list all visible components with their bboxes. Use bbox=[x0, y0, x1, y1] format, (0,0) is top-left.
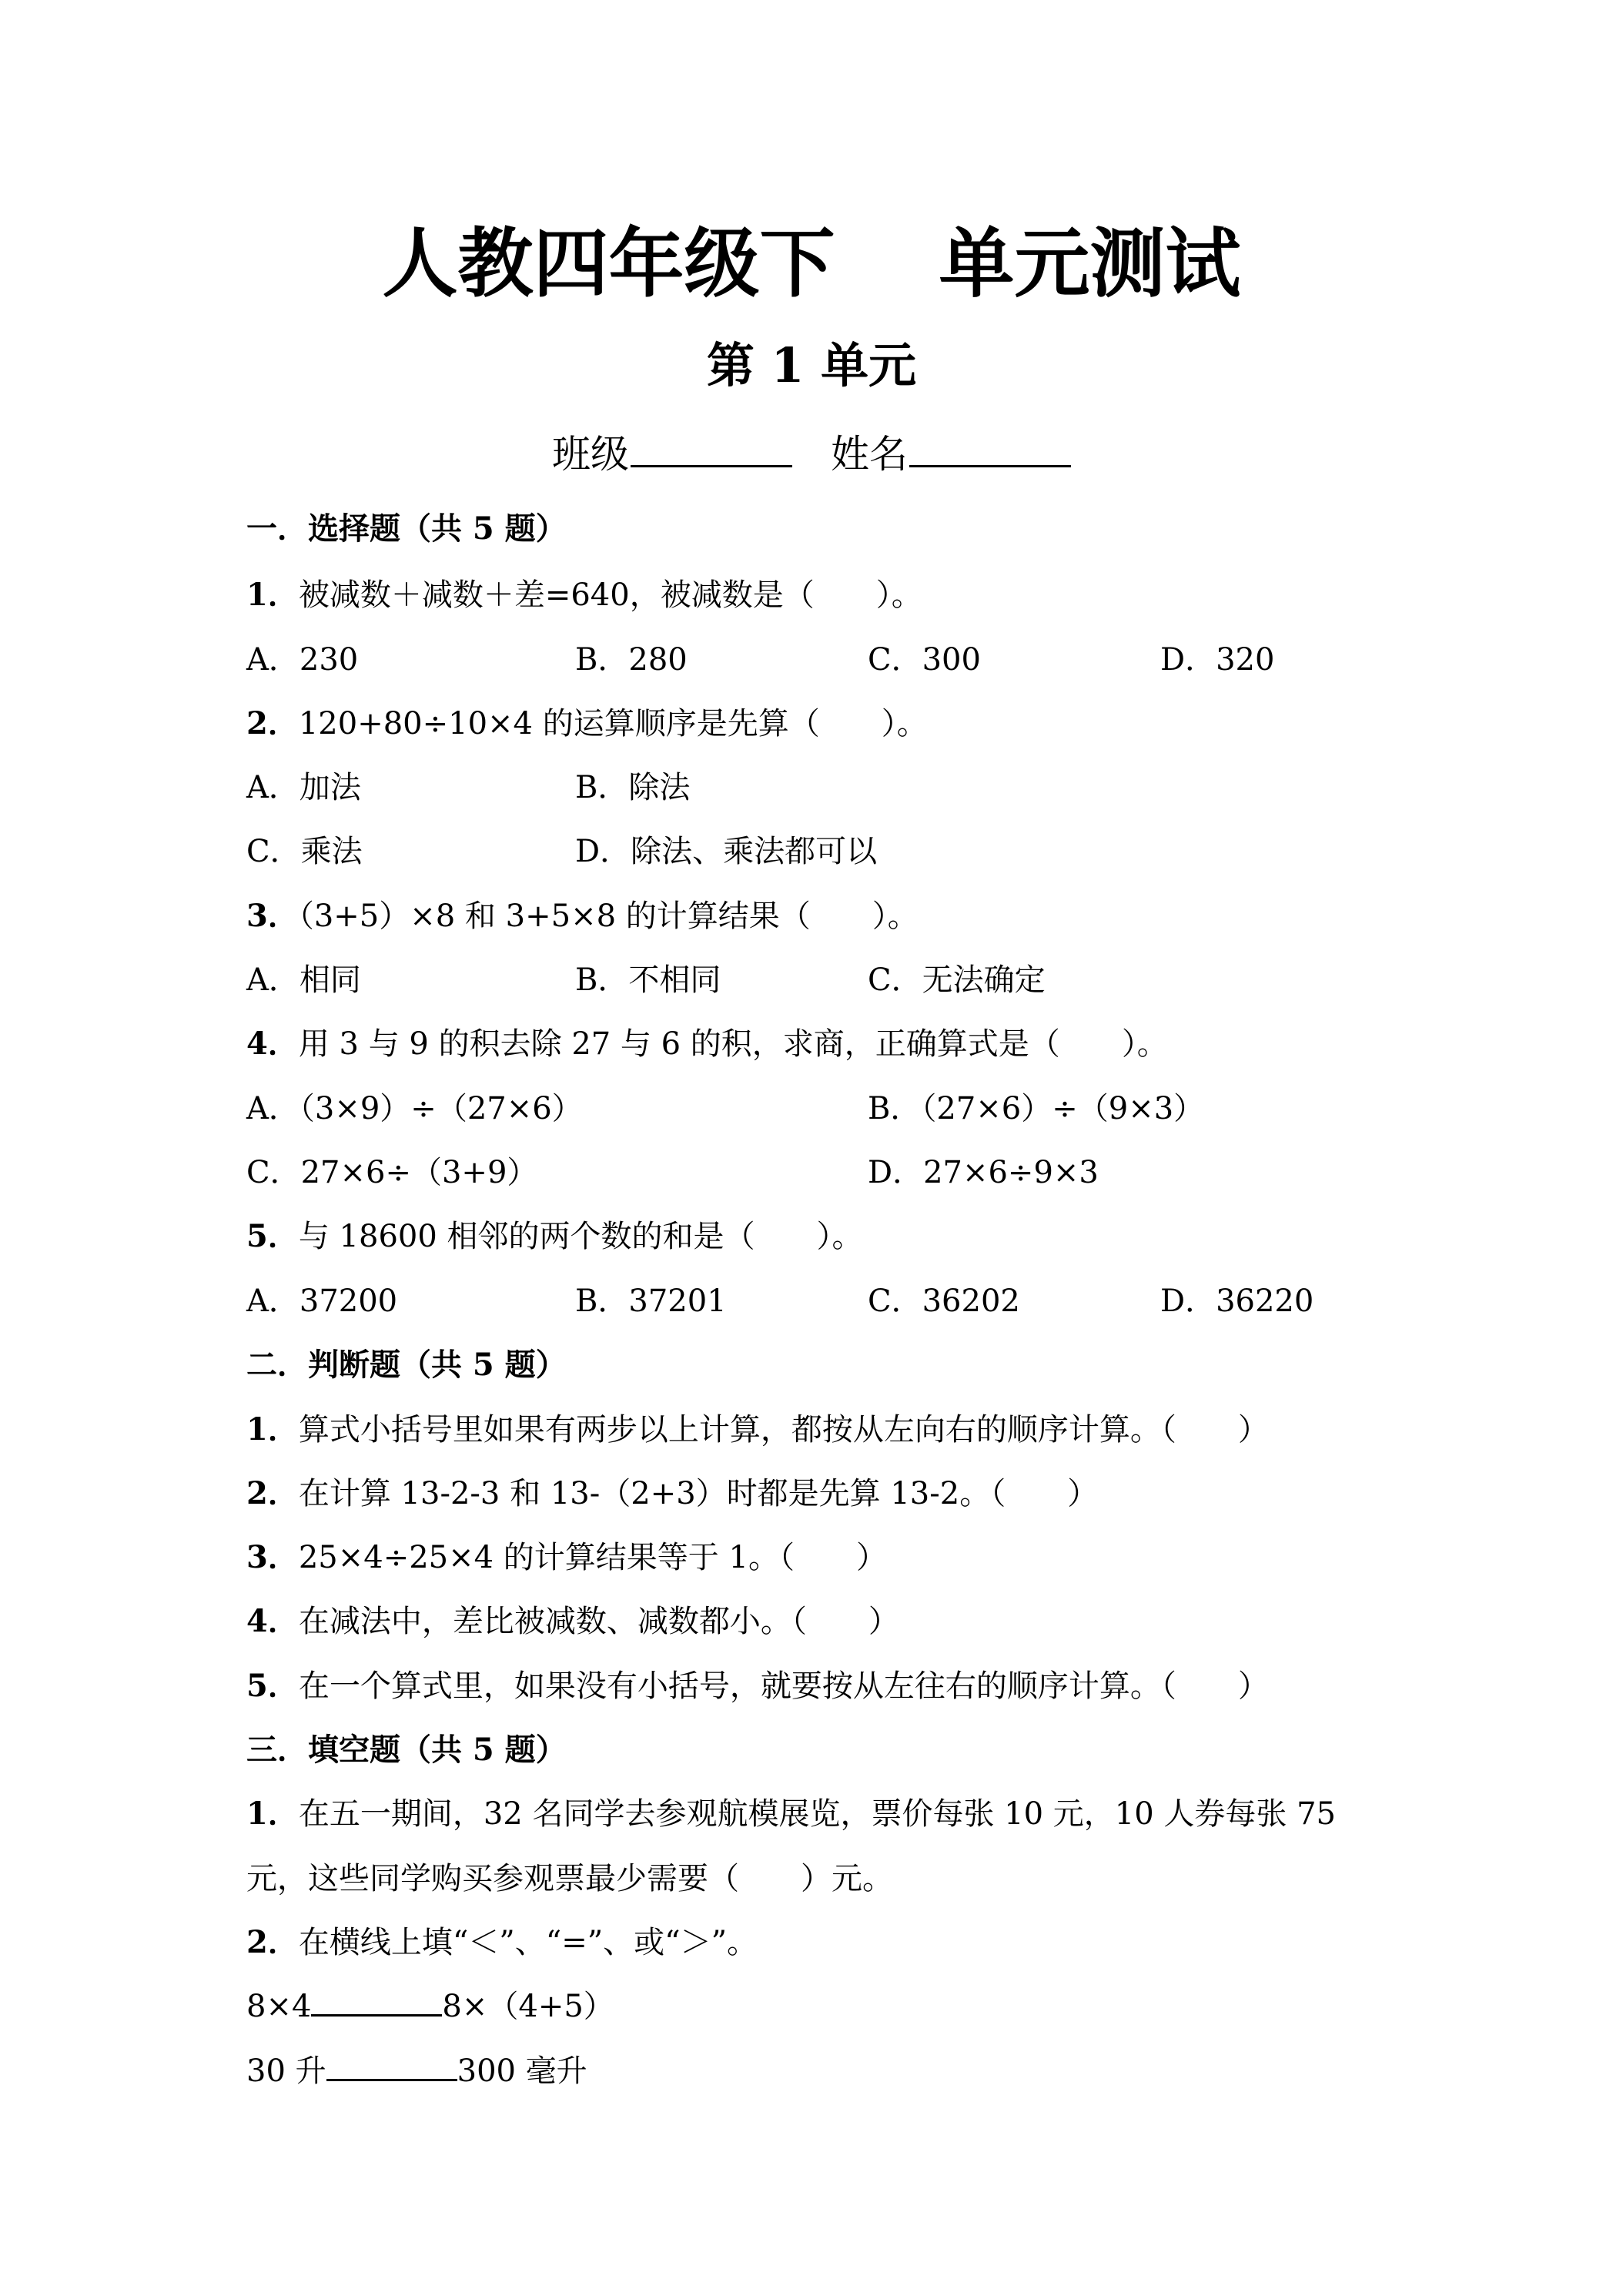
s3-question-1-cont: 元，这些同学购买参观票最少需要（ ）元。 bbox=[246, 1861, 893, 1896]
section3-title: 三．填空题（共 5 题） bbox=[246, 1732, 567, 1768]
s1-q5-option-c[interactable]: C．36202 bbox=[868, 1284, 1020, 1319]
section1-title: 一．选择题（共 5 题） bbox=[246, 510, 567, 547]
fill-blank[interactable] bbox=[311, 1983, 442, 2017]
s1-question-5: 5．与 18600 相邻的两个数的和是（ ）。 bbox=[246, 1218, 863, 1254]
s1-q4-option-d[interactable]: D．27×6÷9×3 bbox=[868, 1155, 1099, 1190]
s3-q2-item-2: 30 升 300 毫升 bbox=[246, 2048, 587, 2094]
class-name-line bbox=[0, 420, 1623, 489]
s1-question-3: 3．（3+5）×8 和 3+5×8 的计算结果（ ）。 bbox=[246, 898, 919, 934]
s1-question-1: 1．被减数＋减数＋差=640，被减数是（ ）。 bbox=[246, 577, 922, 613]
s2-question-2: 2．在计算 13-2-3 和 13-（2+3）时都是先算 13-2。（ ） bbox=[246, 1475, 1099, 1511]
s1-q5-option-b[interactable]: B．37201 bbox=[575, 1284, 727, 1319]
s1-question-4: 4．用 3 与 9 的积去除 27 与 6 的积，求商，正确算式是（ ）。 bbox=[246, 1026, 1168, 1062]
s1-q4-option-b[interactable]: B．（27×6）÷（9×3） bbox=[868, 1091, 1205, 1126]
page-title bbox=[0, 214, 1623, 314]
name-label: 姓名 bbox=[831, 432, 908, 477]
s2-question-3: 3．25×4÷25×4 的计算结果等于 1。（ ） bbox=[246, 1539, 887, 1575]
s1-q3-option-a[interactable]: A．相同 bbox=[246, 962, 361, 998]
s1-q2-option-c[interactable]: C．乘法 bbox=[246, 834, 363, 869]
unit-title: 第 1 单元 bbox=[706, 337, 917, 393]
fill-blank[interactable] bbox=[326, 2048, 457, 2081]
s1-question-2: 2．120+80÷10×4 的运算顺序是先算（ ）。 bbox=[246, 705, 928, 741]
s1-q2-option-d[interactable]: D．除法、乘法都可以 bbox=[575, 834, 878, 869]
s1-q4-option-c[interactable]: C．27×6÷（3+9） bbox=[246, 1155, 538, 1190]
s2-question-5: 5．在一个算式里，如果没有小括号，就要按从左往右的顺序计算。（ ） bbox=[246, 1668, 1269, 1704]
class-blank[interactable] bbox=[631, 427, 792, 467]
s1-q2-option-b[interactable]: B．除法 bbox=[575, 770, 691, 805]
s1-q1-option-d[interactable]: D．320 bbox=[1160, 642, 1275, 678]
title-part1: 人教四年级下 bbox=[382, 220, 835, 308]
s1-q3-option-c[interactable]: C．无法确定 bbox=[868, 962, 1046, 998]
s3-q2-item-1: 8×4 8×（4+5） bbox=[246, 1983, 614, 2030]
s1-q4-option-a[interactable]: A．（3×9）÷（27×6） bbox=[246, 1091, 583, 1126]
s1-q3-option-b[interactable]: B．不相同 bbox=[575, 962, 721, 998]
s3-question-2: 2．在横线上填“＜”、“=”、或“＞”。 bbox=[246, 1924, 758, 1960]
s1-q5-option-d[interactable]: D．36220 bbox=[1160, 1284, 1314, 1319]
section2-title: 二．判断题（共 5 题） bbox=[246, 1347, 567, 1383]
s1-q2-option-a[interactable]: A．加法 bbox=[246, 770, 361, 805]
s3-question-1: 1．在五一期间，32 名同学去参观航模展览，票价每张 10 元，10 人券每张 75 bbox=[246, 1796, 1337, 1832]
s1-q1-option-b[interactable]: B．280 bbox=[575, 642, 688, 678]
title-part2: 单元测试 bbox=[939, 220, 1241, 308]
s1-q1-option-a[interactable]: A．230 bbox=[246, 642, 359, 678]
s1-q5-option-a[interactable]: A．37200 bbox=[246, 1284, 398, 1319]
s2-question-1: 1．算式小括号里如果有两步以上计算，都按从左向右的顺序计算。（ ） bbox=[246, 1411, 1269, 1448]
s2-question-4: 4．在减法中，差比被减数、减数都小。（ ） bbox=[246, 1603, 899, 1639]
class-label: 班级 bbox=[552, 432, 629, 477]
name-blank[interactable] bbox=[909, 427, 1071, 467]
s1-q1-option-c[interactable]: C．300 bbox=[868, 642, 981, 678]
